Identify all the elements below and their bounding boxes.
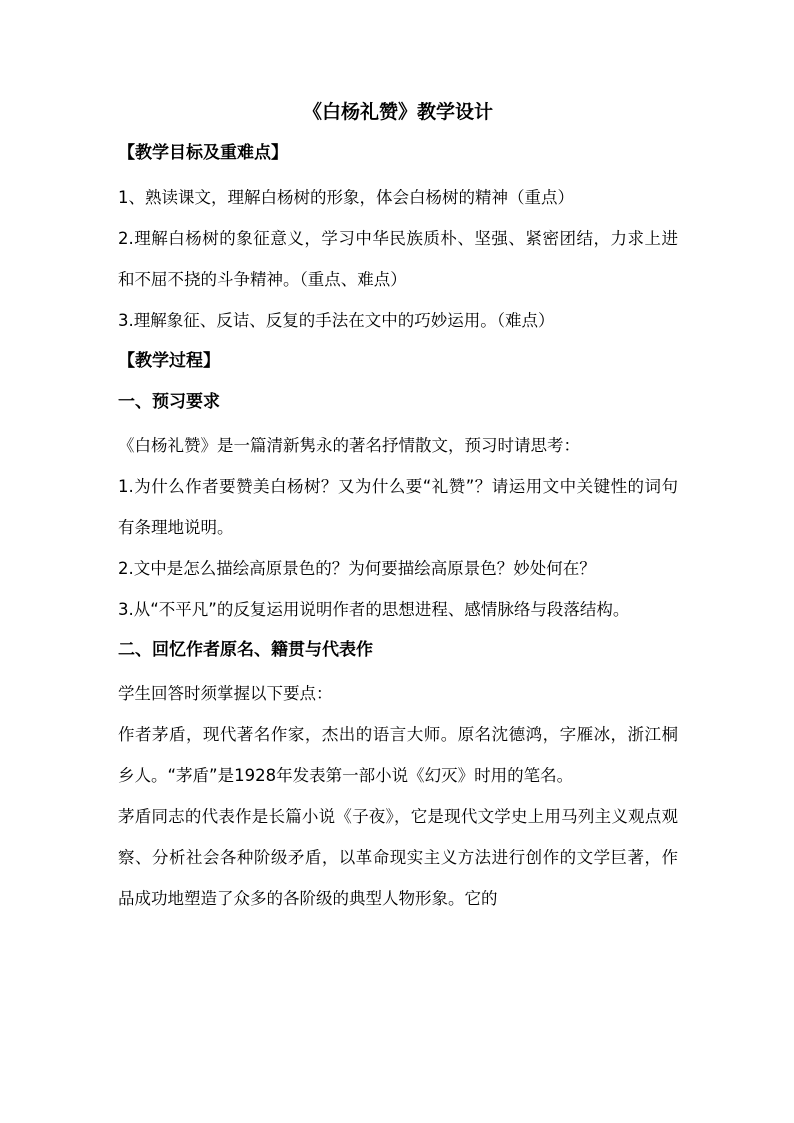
paragraph-author-intro: 学生回答时须掌握以下要点： (118, 684, 333, 703)
paragraph-objective-1: 1、熟读课文，理解白杨树的形象，体会白杨树的精神（重点） (118, 188, 574, 207)
section-heading-preview: 一、预习要求 (118, 392, 220, 412)
paragraph-preview-question-2: 2.文中是怎么描绘高原景色的？为何要描绘高原景色？妙处何在？ (118, 559, 596, 578)
section-heading-author: 二、回忆作者原名、籍贯与代表作 (118, 640, 373, 660)
paragraph-preview-question-3: 3.从“不平凡”的反复运用说明作者的思想进程、感情脉络与段落结构。 (118, 600, 630, 619)
paragraph-objective-3: 3.理解象征、反诘、反复的手法在文中的巧妙运用。（难点） (118, 311, 555, 330)
section-heading-objectives: 【教学目标及重难点】 (118, 143, 288, 163)
paragraph-author-bio: 作者茅盾，现代著名作家，杰出的语言大师。原名沈德鸿，字雁冰，浙江桐乡人。“茅盾”是1928年发表第一部小说《幻灭》时用的笔名。 (118, 725, 678, 785)
paragraph-preview-question-1: 1.为什么作者要赞美白杨树？又为什么要“礼赞”？请运用文中关键性的词句有条理地说明。 (118, 477, 678, 537)
section-heading-process: 【教学过程】 (118, 351, 220, 371)
document-title: 《白杨礼赞》教学设计 (302, 101, 493, 123)
document-content (118, 100, 678, 919)
paragraph-objective-2: 2.理解白杨树的象征意义，学习中华民族质朴、坚强、紧密团结，力求上进和不屈不挠的斗争精神。（重点、难点） (118, 229, 678, 289)
paragraph-preview-intro: 《白杨礼赞》是一篇清新隽永的著名抒情散文，预习时请思考： (118, 436, 580, 455)
paragraph-author-works: 茅盾同志的代表作是长篇小说《子夜》，它是现代文学史上用马列主义观点观察、分析社会各种阶级矛盾，以革命现实主义方法进行创作的文学巨著，作品成功地塑造了众多的各阶级的典型人物形象。它的 (118, 807, 678, 908)
